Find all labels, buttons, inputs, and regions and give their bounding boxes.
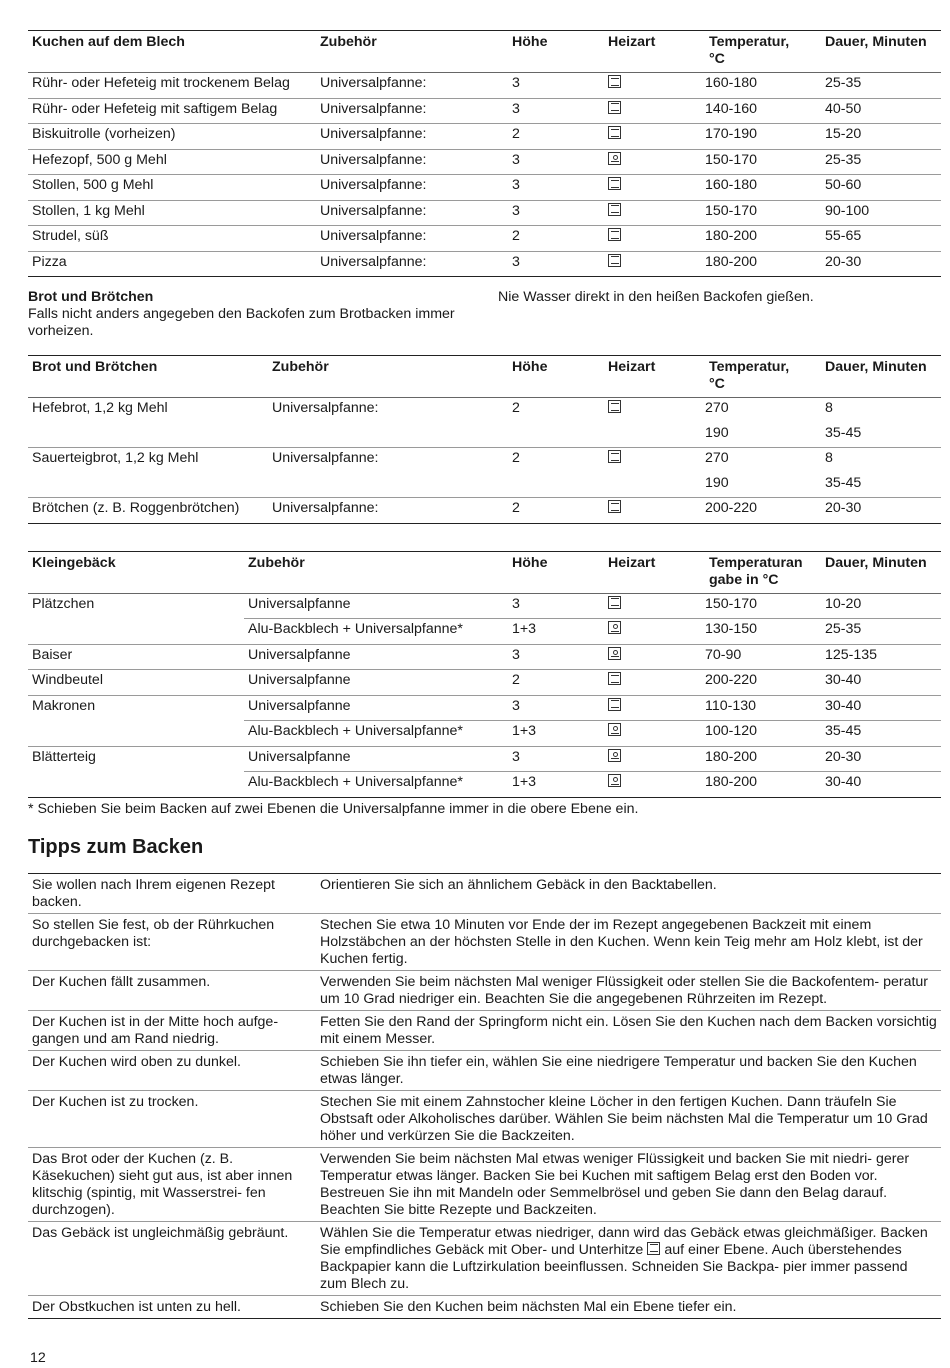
tip-solution-part: auf einer Ebene. Auch überstehendes Backpapier kann die Luftzirkulation beeinflussen. Schneiden Sie Backpa- pier immer passend zum Blech zu. xyxy=(320,1241,908,1292)
temperature: 130-150 xyxy=(701,619,821,645)
heating-mode xyxy=(604,772,701,798)
duration: 35-45 xyxy=(821,721,941,747)
top-bottom-heat-icon xyxy=(608,203,621,216)
fan-heat-icon xyxy=(608,647,621,660)
duration: 25-35 xyxy=(821,619,941,645)
col-header: Heizart xyxy=(608,359,656,375)
item-name xyxy=(28,473,268,498)
duration: 30-40 xyxy=(821,772,941,798)
tip-solution: Schieben Sie ihn tiefer ein, wählen Sie eine niedrigere Temperatur und backen Sie den Kuchen etwas länger. xyxy=(320,1053,917,1087)
shelf-level: 3 xyxy=(512,177,520,193)
accessory: Universalpfanne: xyxy=(320,228,427,244)
heating-mode xyxy=(604,593,701,619)
tip-row xyxy=(28,1050,941,1090)
tip-problem: Sie wollen nach Ihrem eigenen Rezept backen. xyxy=(32,876,275,910)
shelf-level: 3 xyxy=(512,202,520,219)
temperature: 180-200 xyxy=(701,772,821,798)
temperature: 180-200 xyxy=(705,748,758,765)
page xyxy=(28,30,941,1319)
duration: 35-45 xyxy=(825,424,862,441)
tip-solution: Stechen Sie mit einem Zahnstocher kleine Löcher in den fertigen Kuchen. Dann träufeln Sie Obstsaft oder Alkoholisches darüber. Wählen Sie beim nächsten Mal die Temperatur um 10 Grad höher und verkürzen Sie die Backzeiten. xyxy=(320,1093,928,1144)
duration: 8 xyxy=(825,400,833,416)
accessory: Universalpfanne: xyxy=(272,400,379,416)
tip-row xyxy=(28,970,941,1010)
bread-intro-title: Brot und Brötchen xyxy=(28,289,154,305)
top-bottom-heat-icon xyxy=(608,101,621,114)
table-row xyxy=(28,175,941,201)
item-name: Blätterteig xyxy=(32,748,96,765)
accessory xyxy=(268,423,508,448)
item-name: Hefebrot, 1,2 kg Mehl xyxy=(32,400,168,416)
shelf-level: 3 xyxy=(512,253,520,270)
small-pastry-table xyxy=(28,551,941,798)
temperature: 150-170 xyxy=(705,202,758,219)
table-row xyxy=(28,448,941,473)
heating-mode xyxy=(604,644,701,670)
col-header: Dauer, Minuten xyxy=(825,34,927,50)
table-row xyxy=(28,772,941,798)
col-header: Höhe xyxy=(512,34,548,50)
item-name: Strudel, süß xyxy=(32,228,109,244)
col-header: Kuchen auf dem Blech xyxy=(32,34,185,50)
col-header: Zubehör xyxy=(320,34,377,50)
duration: 20-30 xyxy=(825,500,862,516)
table-row xyxy=(28,644,941,670)
item-name: Rühr- oder Hefeteig mit saftigem Belag xyxy=(32,100,278,117)
col-header: Temperaturan gabe in °C xyxy=(709,554,803,588)
heating-mode xyxy=(604,200,701,226)
tip-solution: Verwenden Sie beim nächsten Mal etwas weniger Flüssigkeit und backen Sie mit niedri- gerer Temperatur etwas länger. Backen Sie bei Kuchen mit saftigem Belag erst den Boden vor. Bestreuen Sie ihn mit Mandeln oder Semmelbrösel und geben Sie dann den Belag darauf. Beachten Sie bitte Rezepte und Backzeiten. xyxy=(320,1150,910,1218)
accessory: Universalpfanne: xyxy=(320,75,427,91)
bread-table xyxy=(28,355,941,524)
duration: 10-20 xyxy=(825,595,862,612)
tips-table xyxy=(28,873,941,1319)
heating-mode xyxy=(604,226,701,252)
col-header: Temperatur, °C xyxy=(709,34,790,67)
temperature: 70-90 xyxy=(705,646,742,663)
temperature: 180-200 xyxy=(705,228,758,244)
accessory xyxy=(268,473,508,498)
accessory: Alu-Backblech + Universalpfanne* xyxy=(244,772,508,798)
top-bottom-heat-icon xyxy=(608,177,621,190)
table-row xyxy=(28,200,941,226)
temperature: 170-190 xyxy=(705,126,758,142)
item-name: Rühr- oder Hefeteig mit trockenem Belag xyxy=(32,75,290,91)
heating-mode xyxy=(604,473,701,498)
accessory: Universalpfanne xyxy=(248,595,351,612)
top-bottom-heat-icon xyxy=(608,500,621,513)
heating-mode xyxy=(604,175,701,201)
temperature: 140-160 xyxy=(705,100,758,117)
accessory: Universalpfanne xyxy=(248,646,351,663)
heating-mode xyxy=(604,448,701,473)
accessory: Universalpfanne: xyxy=(320,253,427,270)
temperature: 150-170 xyxy=(705,595,758,612)
tip-solution: Verwenden Sie beim nächsten Mal weniger Flüssigkeit oder stellen Sie die Backofentem- peratur um 10 Grad niedriger ein. Beachten Sie die angegebenen Rührzeiten im Rezept. xyxy=(320,973,929,1007)
table-row xyxy=(28,498,941,524)
duration: 30-40 xyxy=(825,697,862,714)
col-header: Temperatur, °C xyxy=(709,359,790,392)
accessory: Alu-Backblech + Universalpfanne* xyxy=(244,619,508,645)
temperature: 190 xyxy=(705,424,729,441)
tip-problem: Der Kuchen fällt zusammen. xyxy=(32,973,211,990)
top-bottom-heat-icon xyxy=(608,450,621,463)
shelf-level: 1+3 xyxy=(508,772,604,798)
accessory: Universalpfanne: xyxy=(272,450,379,466)
fan-heat-icon xyxy=(608,774,621,787)
col-header: Zubehör xyxy=(248,554,305,571)
temperature: 200-220 xyxy=(705,500,758,516)
top-bottom-heat-icon xyxy=(608,400,621,413)
shelf-level: 1+3 xyxy=(508,721,604,747)
item-name: Biskuitrolle (vorheizen) xyxy=(32,126,176,142)
shelf-level xyxy=(508,423,604,448)
accessory: Universalpfanne: xyxy=(320,151,427,168)
fan-heat-icon xyxy=(608,621,621,634)
cake-tray-table xyxy=(28,30,941,277)
tip-problem: Das Brot oder der Kuchen (z. B. Käsekuchen) sieht gut aus, ist aber innen klitschig (spintig, mit Wasserstrei- fen durchzogen). xyxy=(32,1150,293,1218)
duration: 35-45 xyxy=(825,474,862,491)
bread-warning: Nie Wasser direkt in den heißen Backofen gießen. xyxy=(498,289,814,305)
item-name: Plätzchen xyxy=(32,595,95,612)
col-header: Dauer, Minuten xyxy=(825,359,927,375)
item-name: Sauerteigbrot, 1,2 kg Mehl xyxy=(32,450,199,466)
accessory: Universalpfanne xyxy=(248,748,351,765)
table-row xyxy=(28,73,941,99)
tip-row xyxy=(28,1221,941,1295)
item-name: Pizza xyxy=(32,253,67,270)
item-name: Baiser xyxy=(32,646,73,663)
shelf-level: 2 xyxy=(512,500,520,516)
tip-row xyxy=(28,1147,941,1221)
tip-row xyxy=(28,913,941,970)
duration: 20-30 xyxy=(825,253,862,270)
heating-mode xyxy=(604,423,701,448)
shelf-level: 2 xyxy=(512,400,520,416)
table-row xyxy=(28,593,941,619)
accessory: Alu-Backblech + Universalpfanne* xyxy=(244,721,508,747)
top-bottom-heat-icon xyxy=(608,75,621,88)
tip-row xyxy=(28,1295,941,1318)
item-name: Brötchen (z. B. Roggenbrötchen) xyxy=(32,500,240,516)
table-row xyxy=(28,251,941,277)
item-name: Stollen, 1 kg Mehl xyxy=(32,202,145,219)
heating-mode xyxy=(604,746,701,772)
tip-solution-part: Wählen Sie die Temperatur etwas niedriger, dann wird das Gebäck etwas gleichmäßiger. Backen Sie empfindliches Gebäck mit Ober- und Unterhitze xyxy=(320,1224,928,1258)
temperature: 270 xyxy=(705,450,729,466)
heating-mode xyxy=(604,398,701,423)
accessory: Universalpfanne xyxy=(248,697,351,714)
duration: 25-35 xyxy=(825,75,862,91)
accessory: Universalpfanne: xyxy=(320,126,427,142)
duration: 40-50 xyxy=(825,100,862,117)
col-header: Zubehör xyxy=(272,359,329,375)
temperature: 190 xyxy=(705,474,729,491)
table-row xyxy=(28,149,941,175)
col-header: Dauer, Minuten xyxy=(825,554,927,571)
col-header: Höhe xyxy=(512,554,548,571)
table-row xyxy=(28,721,941,747)
accessory: Universalpfanne: xyxy=(272,500,379,516)
shelf-level: 3 xyxy=(512,75,520,91)
heating-mode xyxy=(604,124,701,150)
heating-mode xyxy=(604,149,701,175)
duration: 90-100 xyxy=(825,202,870,219)
top-bottom-heat-icon xyxy=(608,228,621,241)
shelf-level: 3 xyxy=(512,697,520,714)
heating-mode xyxy=(604,73,701,99)
top-bottom-heat-icon xyxy=(608,254,621,267)
col-header: Kleingebäck xyxy=(32,554,116,571)
table-row xyxy=(28,473,941,498)
tip-solution xyxy=(316,1221,941,1295)
tip-problem: Der Obstkuchen ist unten zu hell. xyxy=(32,1298,241,1315)
temperature: 270 xyxy=(705,400,729,416)
item-name xyxy=(28,619,244,645)
duration: 25-35 xyxy=(825,151,862,168)
shelf-level xyxy=(508,473,604,498)
tip-solution: Orientieren Sie sich an ähnlichem Gebäck in den Backtabellen. xyxy=(320,876,717,893)
heating-mode xyxy=(604,498,701,524)
duration: 30-40 xyxy=(825,672,862,688)
col-header: Heizart xyxy=(608,34,656,50)
item-name xyxy=(28,772,244,798)
temperature: 150-170 xyxy=(705,151,758,168)
table-row xyxy=(28,619,941,645)
shelf-level: 2 xyxy=(512,228,520,244)
shelf-level: 2 xyxy=(512,450,520,466)
heating-mode xyxy=(604,695,701,721)
table-row xyxy=(28,124,941,150)
shelf-level: 1+3 xyxy=(508,619,604,645)
heating-mode xyxy=(604,251,701,277)
top-bottom-heat-icon xyxy=(608,126,621,139)
table-row xyxy=(28,670,941,696)
table-row xyxy=(28,226,941,252)
col-header: Höhe xyxy=(512,359,548,375)
heating-mode xyxy=(604,619,701,645)
temperature: 180-200 xyxy=(705,253,758,270)
tip-problem: Das Gebäck ist ungleichmäßig gebräunt. xyxy=(32,1224,289,1241)
tip-solution: Stechen Sie etwa 10 Minuten vor Ende der im Rezept angegebenen Backzeit mit einem Holzstäbchen an der höchsten Stelle in den Kuchen. Wenn kein Teig mehr am Holz klebt, ist der Kuchen fertig. xyxy=(320,916,923,967)
tip-solution: Fetten Sie den Rand der Springform nicht ein. Lösen Sie den Kuchen nach dem Backen vorsichtig mit einem Messer. xyxy=(320,1013,937,1047)
temperature: 160-180 xyxy=(705,75,758,91)
fan-heat-icon xyxy=(608,749,621,762)
fan-heat-icon xyxy=(608,152,621,165)
item-name: Makronen xyxy=(32,697,96,714)
shelf-level: 3 xyxy=(512,646,520,663)
accessory: Universalpfanne: xyxy=(320,100,427,117)
shelf-level: 2 xyxy=(512,126,520,142)
top-bottom-heat-icon xyxy=(608,672,621,685)
top-bottom-heat-icon xyxy=(608,596,621,609)
table-row xyxy=(28,746,941,772)
item-name: Hefezopf, 500 g Mehl xyxy=(32,151,167,168)
tip-row xyxy=(28,873,941,913)
duration: 125-135 xyxy=(825,646,878,663)
table-header-row xyxy=(28,356,941,398)
duration: 55-65 xyxy=(825,228,862,244)
duration: 15-20 xyxy=(825,126,862,142)
shelf-level: 3 xyxy=(512,748,520,765)
heating-mode xyxy=(604,721,701,747)
tips-title: Tipps zum Backen xyxy=(28,835,204,858)
item-name: Stollen, 500 g Mehl xyxy=(32,177,154,193)
duration: 8 xyxy=(825,450,833,466)
accessory: Universalpfanne: xyxy=(320,202,427,219)
temperature: 100-120 xyxy=(701,721,821,747)
table-header-row xyxy=(28,31,941,73)
tip-solution: Schieben Sie den Kuchen beim nächsten Mal ein Ebene tiefer ein. xyxy=(320,1298,737,1315)
col-header: Brot und Brötchen xyxy=(32,359,158,375)
tip-problem: Der Kuchen wird oben zu dunkel. xyxy=(32,1053,241,1070)
item-name xyxy=(28,721,244,747)
shelf-level: 3 xyxy=(512,100,520,117)
accessory: Universalpfanne xyxy=(248,672,351,688)
shelf-level: 3 xyxy=(512,151,520,168)
table-row xyxy=(28,98,941,124)
shelf-level: 3 xyxy=(512,595,520,612)
heating-mode xyxy=(604,670,701,696)
temperature: 160-180 xyxy=(705,177,758,193)
table-row xyxy=(28,695,941,721)
temperature: 110-130 xyxy=(705,697,757,714)
col-header: Heizart xyxy=(608,554,656,571)
item-name xyxy=(28,423,268,448)
table-row xyxy=(28,398,941,423)
table-header-row xyxy=(28,551,941,593)
shelf-level: 2 xyxy=(512,672,520,688)
tip-row xyxy=(28,1010,941,1050)
tip-problem: So stellen Sie fest, ob der Rührkuchen durchgebacken ist: xyxy=(32,916,275,950)
bread-intro xyxy=(28,289,941,355)
top-bottom-heat-icon xyxy=(608,698,621,711)
tip-row xyxy=(28,1090,941,1147)
tip-problem: Der Kuchen ist in der Mitte hoch aufge- gangen und am Rand niedrig. xyxy=(32,1013,279,1047)
temperature: 200-220 xyxy=(705,672,758,688)
tip-problem: Der Kuchen ist zu trocken. xyxy=(32,1093,199,1110)
item-name: Windbeutel xyxy=(32,672,103,688)
heating-mode xyxy=(604,98,701,124)
top-bottom-heat-icon xyxy=(647,1242,660,1255)
bread-intro-text: Falls nicht anders angegeben den Backofen zum Brotbacken immer vorheizen. xyxy=(28,306,455,339)
table-row xyxy=(28,423,941,448)
fan-heat-icon xyxy=(608,723,621,736)
page-number: 12 xyxy=(30,1350,46,1366)
duration: 50-60 xyxy=(825,177,862,193)
footnote: * Schieben Sie beim Backen auf zwei Ebenen die Universalpfanne immer in die obere Ebene ein. xyxy=(28,800,639,817)
duration: 20-30 xyxy=(825,748,862,765)
accessory: Universalpfanne: xyxy=(320,177,427,193)
